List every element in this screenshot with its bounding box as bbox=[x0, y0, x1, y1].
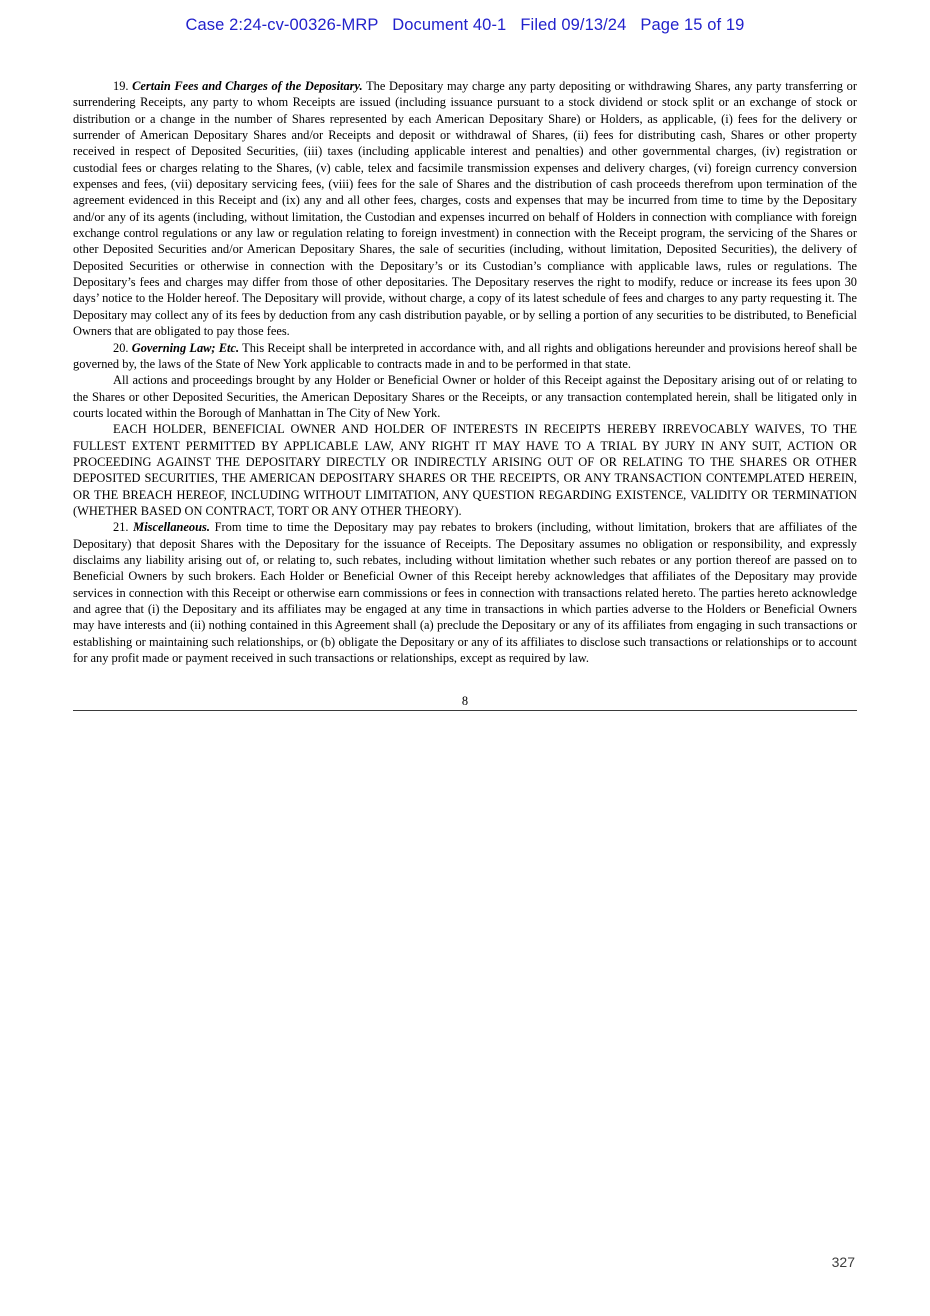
document-body bbox=[73, 78, 857, 666]
section-19-number: 19. bbox=[113, 79, 129, 93]
section-20-heading: Governing Law; Etc. bbox=[131, 340, 240, 355]
section-19-text: The Depositary may charge any party depositing or withdrawing Shares, any party transferring or surrendering Receipts, any party to whom Receipts are issued (including issuance pursuant to a stock dividend or stock split or an exchange of stock or distribution or a change in the number of Shares represented by each American Depositary Share) or Holders, as applicable, (i) fees for the delivery or surrender of American Depositary Shares and/or Receipts and deposit or withdrawal of Shares, (ii) fees for distributing cash, Shares or other property received in respect of Deposited Securities, (iii) taxes (including applicable interest and penalties) and other governmental charges, (iv) registration or custodial fees or charges relating to the Shares, (v) cable, telex and facsimile transmission expenses and delivery charges, (vi) foreign currency conversion expenses and fees, (vii) depositary servicing fees, (viii) fees for the sale of Shares and the distribution of cash proceeds therefrom upon termination of the agreement evidenced in this Receipt and (ix) any and all other fees, charges, costs and expenses that may be incurred from time to time by the Depositary and/or any of its agents (including, without limitation, the Custodian and expenses incurred on behalf of Holders in connection with compliance with foreign exchange control regulations or any law or regulation relating to foreign investment) in connection with the Receipt program, the servicing of the Shares or other Deposited Securities and/or American Depositary Shares, the sale of securities (including, without limitation, Deposited Securities), the delivery of Deposited Securities or otherwise in connection with the Depositary’s or its Custodian’s compliance with applicable laws, rules or regulations. The Depositary’s fees and charges may differ from those of other depositaries. The Depositary reserves the right to modify, reduce or increase its fees upon 30 days’ notice to the Holder hereof. The Depositary will provide, without charge, a copy of its latest schedule of fees and charges to any party requesting it. The Depositary may collect any of its fees by deduction from any cash distribution payable, or by selling a portion of any securities to be distributed, to Beneficial Owners that are obligated to pay those fees. bbox=[73, 79, 857, 339]
section-21-number: 21. bbox=[113, 520, 129, 535]
page-footer bbox=[73, 694, 857, 711]
footer-divider-rule bbox=[73, 710, 857, 711]
section-20-number: 20. bbox=[113, 340, 129, 355]
jury-waiver-paragraph: EACH HOLDER, BENEFICIAL OWNER AND HOLDER OF INTERESTS IN RECEIPTS HEREBY IRREVOCABLY WAIVES, TO THE FULLEST EXTENT PERMITTED BY APPLICABLE LAW, ANY RIGHT IT MAY HAVE TO A TRIAL BY JURY IN ANY SUIT, ACTION OR PROCEEDING AGAINST THE DEPOSITARY DIRECTLY OR INDIRECTLY ARISING OUT OF OR RELATING TO THE SHARES OR OTHER DEPOSITED SECURITIES, THE AMERICAN DEPOSITARY SHARES OR THE RECEIPTS, OR ANY TRANSACTION CONTEMPLATED HEREIN, OR THE BREACH HEREOF, INCLUDING WITHOUT LIMITATION, ANY QUESTION REGARDING EXISTENCE, VALIDITY OR TERMINATION (WHETHER BASED ON CONTRACT, TORT OR ANY OTHER THEORY). bbox=[73, 422, 857, 518]
section-20-paragraph bbox=[73, 340, 857, 373]
section-19-heading: Certain Fees and Charges of the Depositary. bbox=[132, 79, 363, 93]
section-20-text: This Receipt shall be interpreted in accordance with, and all rights and obligations hereunder and provisions hereof shall be governed by, the laws of the State of New York applicable to contracts made in and to be performed in that state. bbox=[73, 340, 857, 371]
venue-paragraph: All actions and proceedings brought by any Holder or Beneficial Owner or holder of this Receipt against the Depositary arising out of or relating to the Shares or other Deposited Securities, the American Depositary Shares or the Receipts, or any transaction contemplated herein, shall be litigated only in courts located within the Borough of Manhattan in The City of New York. bbox=[73, 373, 857, 420]
page-folio-number: 8 bbox=[461, 694, 469, 708]
ecf-case-header-stamp: Case 2:24-cv-00326-MRP Document 40-1 Filed 09/13/24 Page 15 of 19 bbox=[185, 16, 745, 34]
section-19-paragraph bbox=[73, 78, 857, 340]
section-21-heading: Miscellaneous. bbox=[133, 520, 210, 535]
section-21-paragraph bbox=[73, 519, 857, 666]
bates-number-stamp: 327 bbox=[831, 1254, 855, 1270]
section-21-text: From time to time the Depositary may pay rebates to brokers (including, without limitation, brokers that are affiliates of the Depositary) that deposit Shares with the Depositary for the issuance of Receipts. The Depositary assumes no obligation or responsibility, and expressly disclaims any liability arising out of, or relating to, such rebates, including without limitation whether such rebates or any portion thereof are passed on to Beneficial Owners by such brokers. Each Holder or Beneficial Owner of this Receipt hereby acknowledges that affiliates of the Depositary may provide services in connection with this Receipt or otherwise earn commissions or fees in connection with transactions related hereto. The parties hereto acknowledge and agree that (i) the Depositary and its affiliates may be engaged at any time in transactions in which parties adverse to the Holders or Beneficial Owners may have interests and (ii) nothing contained in this Agreement shall (a) preclude the Depositary or any of its affiliates from engaging in such transactions or establishing or maintaining such relationships, or (b) obligate the Depositary or any of its affiliates to disclose such transactions or relationships or to account for any profit made or payment received in such transactions or relationships, except as required by law. bbox=[73, 520, 857, 666]
